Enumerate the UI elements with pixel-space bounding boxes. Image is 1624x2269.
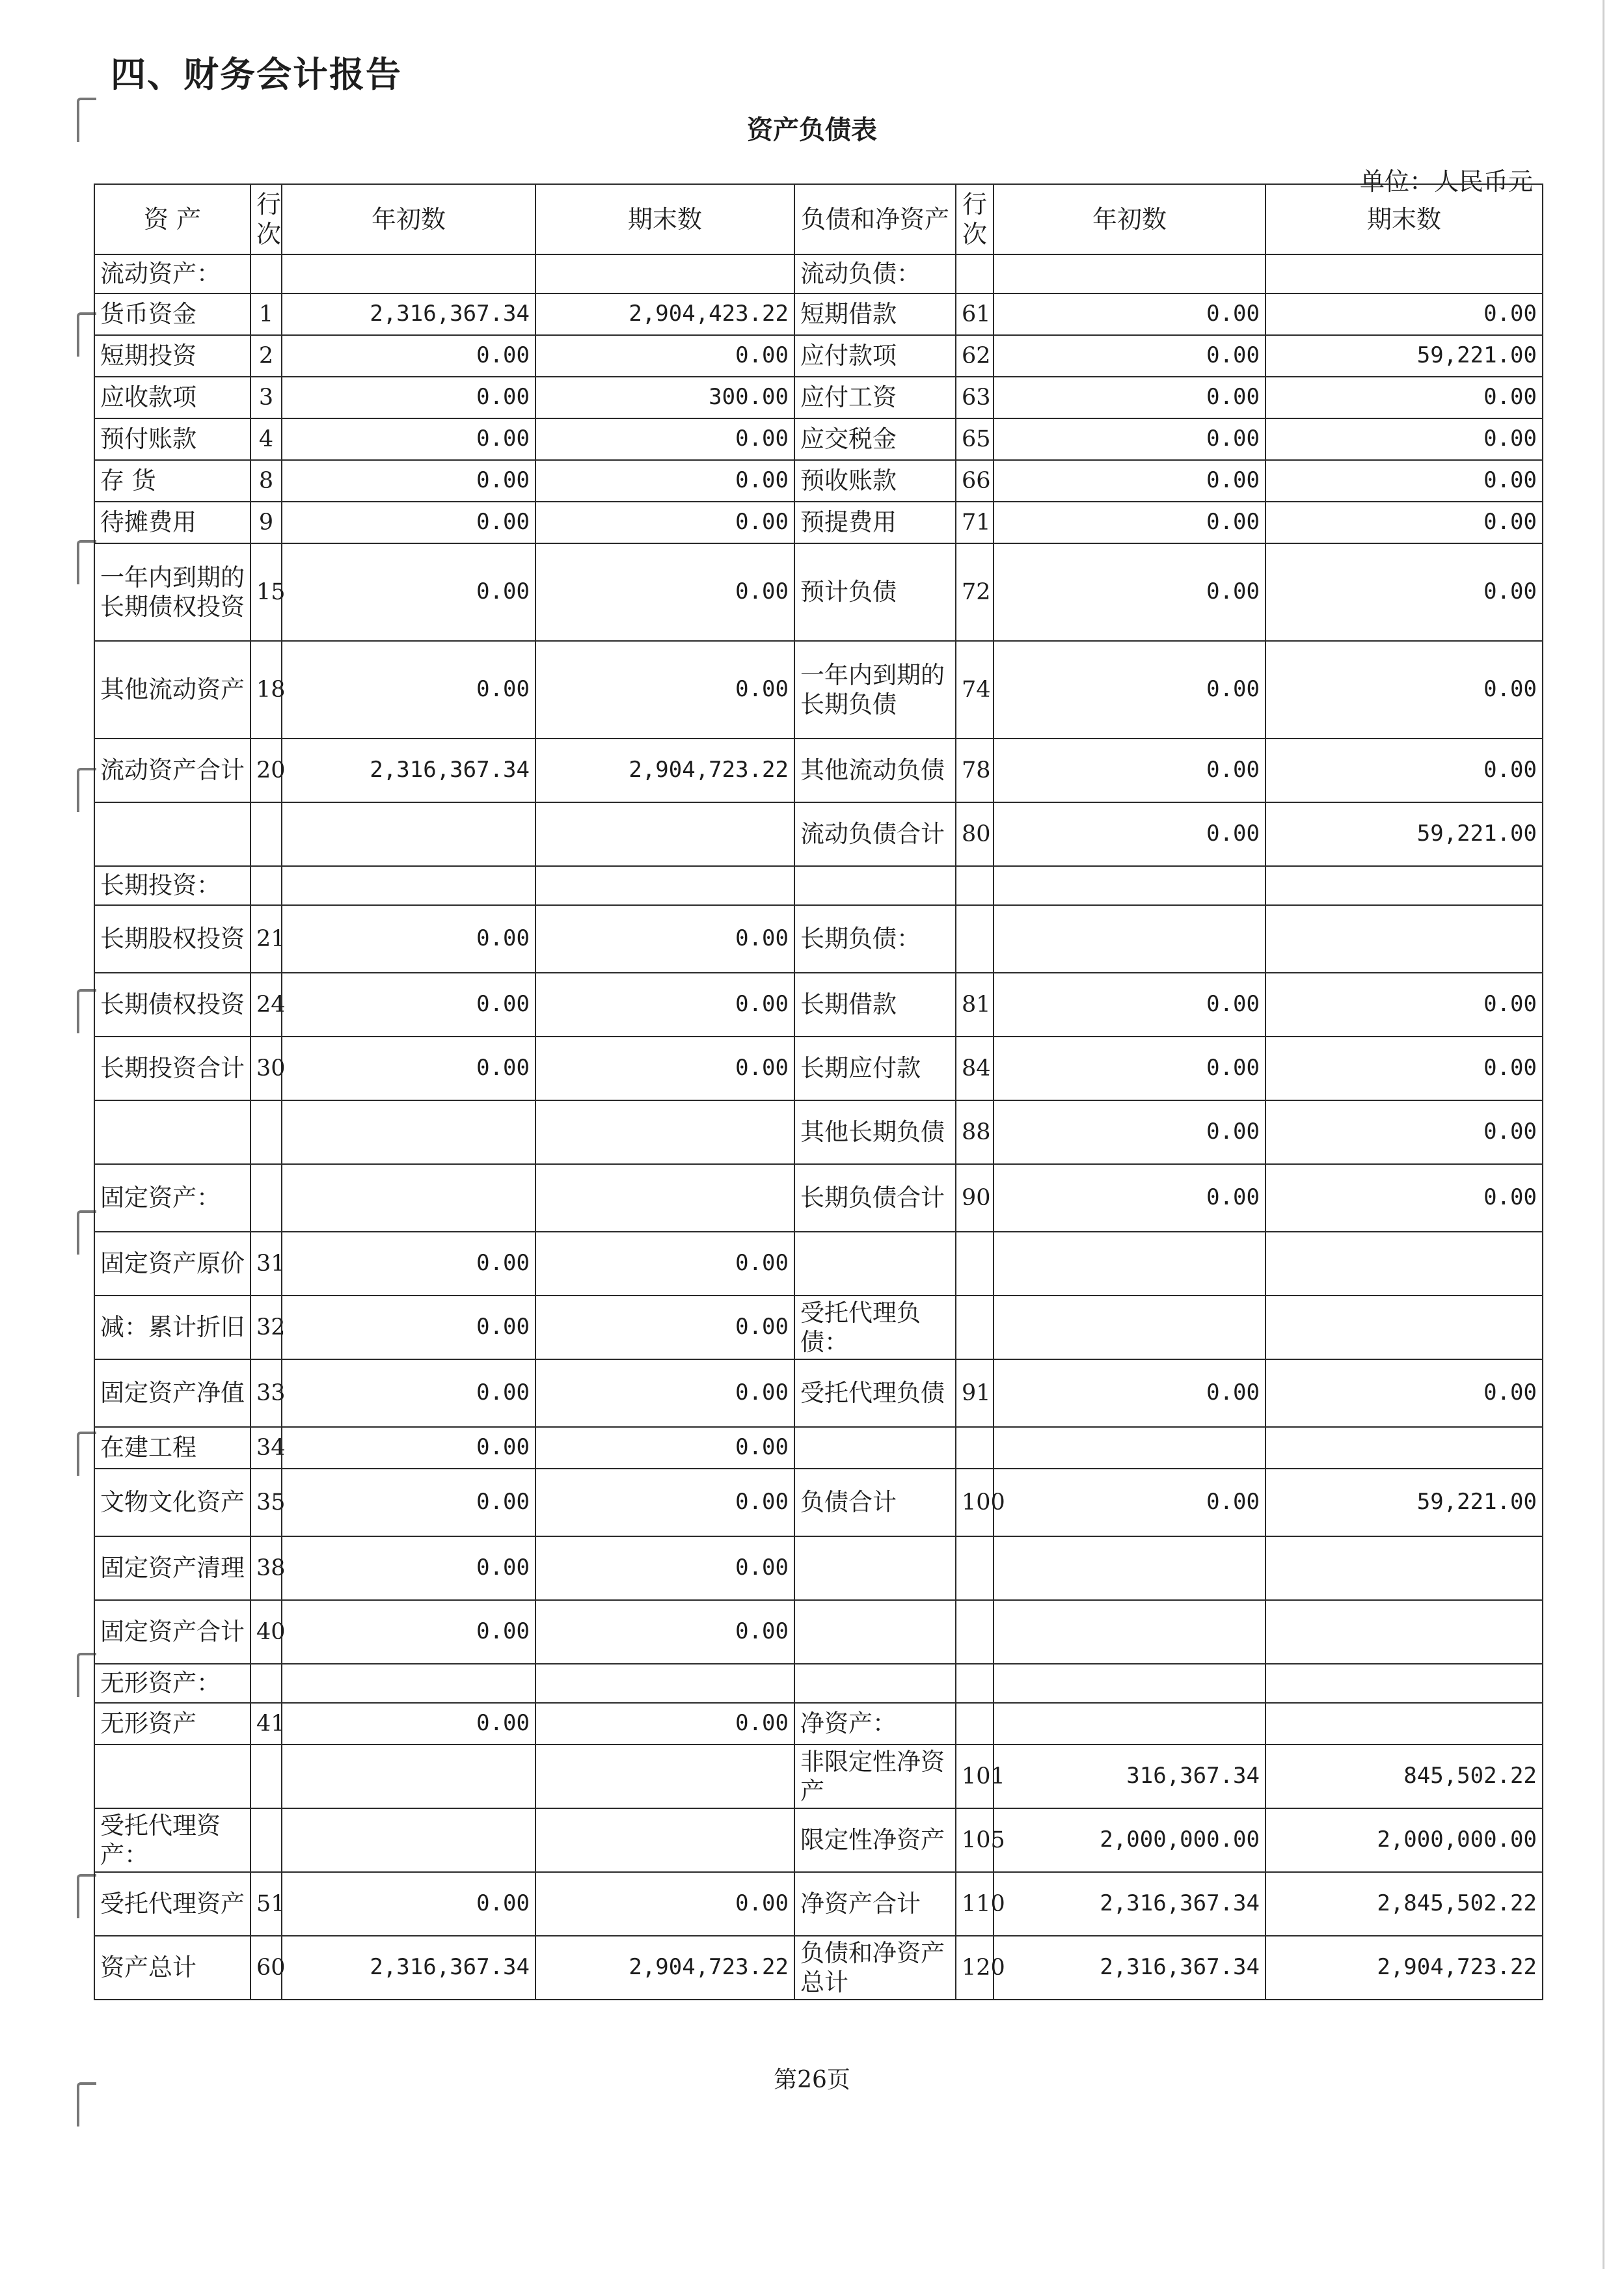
asset-name: 长期投资： bbox=[94, 866, 250, 905]
table-row bbox=[94, 1872, 1543, 1936]
liability-closing: 0.00 bbox=[1265, 1100, 1543, 1164]
asset-line-no bbox=[250, 1664, 282, 1703]
header-line-no: 行次 bbox=[956, 184, 994, 254]
liability-closing: 2,000,000.00 bbox=[1265, 1808, 1543, 1872]
table-row bbox=[94, 1745, 1543, 1808]
liability-opening: 0.00 bbox=[994, 1359, 1265, 1427]
asset-name: 固定资产净值 bbox=[94, 1359, 250, 1427]
asset-closing: 0.00 bbox=[535, 1232, 794, 1296]
asset-closing bbox=[535, 1100, 794, 1164]
asset-line-no bbox=[250, 1164, 282, 1232]
liability-closing: 0.00 bbox=[1265, 739, 1543, 802]
asset-closing: 300.00 bbox=[535, 377, 794, 418]
asset-name: 受托代理资产： bbox=[94, 1808, 250, 1872]
table-row bbox=[94, 1808, 1543, 1872]
liability-opening: 0.00 bbox=[994, 973, 1265, 1037]
table-row bbox=[94, 1469, 1543, 1536]
liability-closing: 0.00 bbox=[1265, 460, 1543, 502]
liability-name: 负债和净资产总计 bbox=[794, 1936, 956, 2000]
asset-opening: 2,316,367.34 bbox=[282, 739, 535, 802]
table-row bbox=[94, 905, 1543, 973]
table-row bbox=[94, 1703, 1543, 1745]
asset-closing: 0.00 bbox=[535, 641, 794, 739]
liability-opening: 0.00 bbox=[994, 335, 1265, 377]
liability-opening: 0.00 bbox=[994, 460, 1265, 502]
liability-closing: 59,221.00 bbox=[1265, 335, 1543, 377]
asset-closing: 0.00 bbox=[535, 502, 794, 543]
asset-line-no: 31 bbox=[250, 1232, 282, 1296]
asset-name bbox=[94, 802, 250, 866]
liability-line-no: 101 bbox=[956, 1745, 994, 1808]
table-row bbox=[94, 335, 1543, 377]
asset-line-no: 2 bbox=[250, 335, 282, 377]
asset-line-no bbox=[250, 254, 282, 293]
asset-closing: 0.00 bbox=[535, 1600, 794, 1664]
liability-name: 预提费用 bbox=[794, 502, 956, 543]
liability-line-no bbox=[956, 866, 994, 905]
liability-line-no bbox=[956, 1600, 994, 1664]
liability-line-no bbox=[956, 254, 994, 293]
liability-line-no bbox=[956, 1703, 994, 1745]
liability-closing bbox=[1265, 1664, 1543, 1703]
asset-opening: 0.00 bbox=[282, 1037, 535, 1100]
liability-opening: 0.00 bbox=[994, 1100, 1265, 1164]
liability-opening bbox=[994, 1296, 1265, 1359]
table-row bbox=[94, 1427, 1543, 1469]
liability-opening: 0.00 bbox=[994, 377, 1265, 418]
liability-closing: 0.00 bbox=[1265, 1359, 1543, 1427]
liability-name: 流动负债： bbox=[794, 254, 956, 293]
asset-name: 长期股权投资 bbox=[94, 905, 250, 973]
liability-name bbox=[794, 1536, 956, 1600]
table-row bbox=[94, 1664, 1543, 1703]
table-row bbox=[94, 1232, 1543, 1296]
liability-line-no bbox=[956, 1536, 994, 1600]
liability-line-no: 74 bbox=[956, 641, 994, 739]
table-row bbox=[94, 1100, 1543, 1164]
asset-closing bbox=[535, 254, 794, 293]
asset-line-no: 9 bbox=[250, 502, 282, 543]
asset-name: 长期债权投资 bbox=[94, 973, 250, 1037]
page-edge bbox=[1603, 0, 1604, 2269]
table-row bbox=[94, 418, 1543, 460]
liability-name: 长期借款 bbox=[794, 973, 956, 1037]
asset-opening: 0.00 bbox=[282, 1359, 535, 1427]
liability-line-no: 90 bbox=[956, 1164, 994, 1232]
asset-line-no: 1 bbox=[250, 293, 282, 335]
asset-line-no bbox=[250, 1808, 282, 1872]
table-row bbox=[94, 1359, 1543, 1427]
liability-closing bbox=[1265, 866, 1543, 905]
asset-line-no: 33 bbox=[250, 1359, 282, 1427]
asset-name: 其他流动资产 bbox=[94, 641, 250, 739]
liability-line-no: 66 bbox=[956, 460, 994, 502]
asset-line-no bbox=[250, 802, 282, 866]
liability-line-no: 63 bbox=[956, 377, 994, 418]
liability-line-no bbox=[956, 1427, 994, 1469]
table-row bbox=[94, 973, 1543, 1037]
asset-line-no bbox=[250, 866, 282, 905]
table-row bbox=[94, 1037, 1543, 1100]
asset-opening: 2,316,367.34 bbox=[282, 293, 535, 335]
liability-name bbox=[794, 1232, 956, 1296]
asset-name: 无形资产： bbox=[94, 1664, 250, 1703]
header-line-no: 行次 bbox=[250, 184, 282, 254]
liability-name: 预计负债 bbox=[794, 543, 956, 641]
liability-line-no: 100 bbox=[956, 1469, 994, 1536]
liability-opening: 2,316,367.34 bbox=[994, 1872, 1265, 1936]
asset-opening: 0.00 bbox=[282, 418, 535, 460]
asset-name: 资产总计 bbox=[94, 1936, 250, 2000]
asset-name: 固定资产清理 bbox=[94, 1536, 250, 1600]
liability-line-no: 120 bbox=[956, 1936, 994, 2000]
liability-opening: 0.00 bbox=[994, 1037, 1265, 1100]
liability-closing: 0.00 bbox=[1265, 1037, 1543, 1100]
asset-line-no bbox=[250, 1745, 282, 1808]
liability-name bbox=[794, 866, 956, 905]
liability-closing: 0.00 bbox=[1265, 418, 1543, 460]
liability-name: 非限定性净资产 bbox=[794, 1745, 956, 1808]
liability-opening bbox=[994, 1427, 1265, 1469]
liability-closing: 0.00 bbox=[1265, 502, 1543, 543]
asset-name bbox=[94, 1745, 250, 1808]
liability-opening: 0.00 bbox=[994, 1469, 1265, 1536]
asset-opening: 0.00 bbox=[282, 973, 535, 1037]
unit-label: 单位：人民币元 bbox=[1359, 167, 1533, 196]
asset-name: 固定资产原价 bbox=[94, 1232, 250, 1296]
liability-closing bbox=[1265, 1427, 1543, 1469]
liability-line-no: 72 bbox=[956, 543, 994, 641]
asset-opening: 0.00 bbox=[282, 1703, 535, 1745]
asset-closing: 0.00 bbox=[535, 1037, 794, 1100]
asset-name: 长期投资合计 bbox=[94, 1037, 250, 1100]
asset-line-no: 15 bbox=[250, 543, 282, 641]
liability-closing: 59,221.00 bbox=[1265, 802, 1543, 866]
asset-opening: 2,316,367.34 bbox=[282, 1936, 535, 2000]
liability-line-no: 105 bbox=[956, 1808, 994, 1872]
asset-opening bbox=[282, 1164, 535, 1232]
asset-name bbox=[94, 1100, 250, 1164]
liability-name: 一年内到期的长期负债 bbox=[794, 641, 956, 739]
liability-opening: 0.00 bbox=[994, 802, 1265, 866]
liability-closing bbox=[1265, 1703, 1543, 1745]
liability-closing bbox=[1265, 905, 1543, 973]
liability-opening bbox=[994, 1703, 1265, 1745]
liability-opening bbox=[994, 905, 1265, 973]
liability-opening: 316,367.34 bbox=[994, 1745, 1265, 1808]
liability-name bbox=[794, 1664, 956, 1703]
liability-closing bbox=[1265, 1232, 1543, 1296]
asset-name: 存 货 bbox=[94, 460, 250, 502]
asset-line-no: 32 bbox=[250, 1296, 282, 1359]
liability-closing bbox=[1265, 1536, 1543, 1600]
liability-name: 净资产： bbox=[794, 1703, 956, 1745]
table-row bbox=[94, 641, 1543, 739]
liability-name: 受托代理负债 bbox=[794, 1359, 956, 1427]
liability-opening: 0.00 bbox=[994, 502, 1265, 543]
asset-opening: 0.00 bbox=[282, 641, 535, 739]
asset-line-no: 51 bbox=[250, 1872, 282, 1936]
table-row bbox=[94, 866, 1543, 905]
asset-line-no: 41 bbox=[250, 1703, 282, 1745]
asset-opening: 0.00 bbox=[282, 502, 535, 543]
asset-name: 短期投资 bbox=[94, 335, 250, 377]
table-row bbox=[94, 802, 1543, 866]
asset-opening: 0.00 bbox=[282, 1296, 535, 1359]
liability-line-no: 62 bbox=[956, 335, 994, 377]
liability-line-no: 84 bbox=[956, 1037, 994, 1100]
liability-name: 其他长期负债 bbox=[794, 1100, 956, 1164]
table-row bbox=[94, 1296, 1543, 1359]
asset-opening: 0.00 bbox=[282, 1232, 535, 1296]
liability-name: 负债合计 bbox=[794, 1469, 956, 1536]
liability-name: 净资产合计 bbox=[794, 1872, 956, 1936]
asset-closing: 0.00 bbox=[535, 460, 794, 502]
asset-line-no: 3 bbox=[250, 377, 282, 418]
asset-opening: 0.00 bbox=[282, 335, 535, 377]
asset-line-no: 4 bbox=[250, 418, 282, 460]
asset-name: 应收款项 bbox=[94, 377, 250, 418]
liability-name: 应付款项 bbox=[794, 335, 956, 377]
asset-name: 流动资产： bbox=[94, 254, 250, 293]
asset-name: 预付账款 bbox=[94, 418, 250, 460]
liability-closing: 0.00 bbox=[1265, 377, 1543, 418]
liability-opening bbox=[994, 254, 1265, 293]
liability-line-no: 81 bbox=[956, 973, 994, 1037]
liability-closing bbox=[1265, 1296, 1543, 1359]
asset-name: 一年内到期的长期债权投资 bbox=[94, 543, 250, 641]
header-opening: 年初数 bbox=[994, 184, 1265, 254]
asset-opening: 0.00 bbox=[282, 460, 535, 502]
asset-closing: 2,904,723.22 bbox=[535, 739, 794, 802]
asset-opening: 0.00 bbox=[282, 543, 535, 641]
asset-name: 货币资金 bbox=[94, 293, 250, 335]
asset-line-no: 60 bbox=[250, 1936, 282, 2000]
asset-closing: 0.00 bbox=[535, 1536, 794, 1600]
liability-opening bbox=[994, 1600, 1265, 1664]
table-row bbox=[94, 1600, 1543, 1664]
table-row bbox=[94, 377, 1543, 418]
asset-closing bbox=[535, 1664, 794, 1703]
liability-closing: 59,221.00 bbox=[1265, 1469, 1543, 1536]
liability-opening: 0.00 bbox=[994, 293, 1265, 335]
liability-name bbox=[794, 1600, 956, 1664]
page-number: 第26页 bbox=[774, 2067, 850, 2093]
liability-line-no: 80 bbox=[956, 802, 994, 866]
table-row bbox=[94, 293, 1543, 335]
header-closing: 期末数 bbox=[1265, 184, 1543, 254]
liability-opening bbox=[994, 866, 1265, 905]
liability-opening bbox=[994, 1664, 1265, 1703]
asset-name: 固定资产： bbox=[94, 1164, 250, 1232]
asset-line-no bbox=[250, 1100, 282, 1164]
asset-opening bbox=[282, 1664, 535, 1703]
asset-opening bbox=[282, 1100, 535, 1164]
asset-closing: 2,904,723.22 bbox=[535, 1936, 794, 2000]
liability-line-no bbox=[956, 905, 994, 973]
liability-opening: 0.00 bbox=[994, 543, 1265, 641]
liability-closing: 0.00 bbox=[1265, 293, 1543, 335]
asset-opening bbox=[282, 254, 535, 293]
asset-closing: 0.00 bbox=[535, 1703, 794, 1745]
liability-closing: 0.00 bbox=[1265, 1164, 1543, 1232]
liability-line-no: 110 bbox=[956, 1872, 994, 1936]
liability-line-no: 71 bbox=[956, 502, 994, 543]
asset-line-no: 35 bbox=[250, 1469, 282, 1536]
header-assets: 资 产 bbox=[94, 184, 250, 254]
liability-opening: 0.00 bbox=[994, 641, 1265, 739]
liability-line-no: 61 bbox=[956, 293, 994, 335]
table-row bbox=[94, 254, 1543, 293]
asset-opening bbox=[282, 802, 535, 866]
liability-name: 应付工资 bbox=[794, 377, 956, 418]
liability-opening: 2,000,000.00 bbox=[994, 1808, 1265, 1872]
asset-line-no: 21 bbox=[250, 905, 282, 973]
liability-name: 其他流动负债 bbox=[794, 739, 956, 802]
liability-name: 受托代理负债： bbox=[794, 1296, 956, 1359]
asset-opening bbox=[282, 1745, 535, 1808]
liability-name: 限定性净资产 bbox=[794, 1808, 956, 1872]
asset-closing: 0.00 bbox=[535, 335, 794, 377]
asset-name: 受托代理资产 bbox=[94, 1872, 250, 1936]
liability-name: 短期借款 bbox=[794, 293, 956, 335]
asset-closing: 0.00 bbox=[535, 1359, 794, 1427]
asset-closing bbox=[535, 866, 794, 905]
liability-name: 长期应付款 bbox=[794, 1037, 956, 1100]
asset-closing bbox=[535, 1164, 794, 1232]
asset-line-no: 38 bbox=[250, 1536, 282, 1600]
liability-closing: 0.00 bbox=[1265, 641, 1543, 739]
asset-name: 流动资产合计 bbox=[94, 739, 250, 802]
liability-closing bbox=[1265, 254, 1543, 293]
liability-line-no: 88 bbox=[956, 1100, 994, 1164]
table-row bbox=[94, 739, 1543, 802]
asset-closing: 0.00 bbox=[535, 1872, 794, 1936]
liability-name: 长期负债合计 bbox=[794, 1164, 956, 1232]
liability-opening: 0.00 bbox=[994, 739, 1265, 802]
liability-opening bbox=[994, 1232, 1265, 1296]
table-row bbox=[94, 1936, 1543, 2000]
balance-sheet-body bbox=[94, 254, 1543, 2000]
liability-line-no bbox=[956, 1232, 994, 1296]
header-opening: 年初数 bbox=[282, 184, 535, 254]
asset-opening: 0.00 bbox=[282, 905, 535, 973]
asset-name: 减：累计折旧 bbox=[94, 1296, 250, 1359]
asset-closing: 0.00 bbox=[535, 543, 794, 641]
asset-opening: 0.00 bbox=[282, 1536, 535, 1600]
asset-closing bbox=[535, 802, 794, 866]
asset-name: 文物文化资产 bbox=[94, 1469, 250, 1536]
table-row bbox=[94, 1164, 1543, 1232]
asset-line-no: 40 bbox=[250, 1600, 282, 1664]
liability-closing: 0.00 bbox=[1265, 543, 1543, 641]
balance-sheet-table bbox=[94, 183, 1543, 2000]
liability-closing: 0.00 bbox=[1265, 973, 1543, 1037]
liability-line-no: 65 bbox=[956, 418, 994, 460]
liability-name: 流动负债合计 bbox=[794, 802, 956, 866]
liability-name bbox=[794, 1427, 956, 1469]
asset-opening bbox=[282, 866, 535, 905]
asset-closing: 0.00 bbox=[535, 418, 794, 460]
liability-line-no bbox=[956, 1664, 994, 1703]
asset-closing: 2,904,423.22 bbox=[535, 293, 794, 335]
liability-name: 预收账款 bbox=[794, 460, 956, 502]
asset-opening bbox=[282, 1808, 535, 1872]
liability-opening: 0.00 bbox=[994, 1164, 1265, 1232]
header-row bbox=[94, 184, 1543, 254]
section-heading: 四、财务会计报告 bbox=[111, 54, 402, 95]
asset-opening: 0.00 bbox=[282, 1469, 535, 1536]
asset-name: 待摊费用 bbox=[94, 502, 250, 543]
asset-line-no: 24 bbox=[250, 973, 282, 1037]
table-row bbox=[94, 502, 1543, 543]
table-row bbox=[94, 1536, 1543, 1600]
asset-name: 固定资产合计 bbox=[94, 1600, 250, 1664]
liability-opening bbox=[994, 1536, 1265, 1600]
asset-closing: 0.00 bbox=[535, 1427, 794, 1469]
asset-line-no: 18 bbox=[250, 641, 282, 739]
table-title: 资产负债表 bbox=[747, 115, 877, 145]
header-closing: 期末数 bbox=[535, 184, 794, 254]
asset-line-no: 30 bbox=[250, 1037, 282, 1100]
asset-closing bbox=[535, 1808, 794, 1872]
liability-opening: 2,316,367.34 bbox=[994, 1936, 1265, 2000]
liability-name: 长期负债： bbox=[794, 905, 956, 973]
asset-closing: 0.00 bbox=[535, 1296, 794, 1359]
liability-closing bbox=[1265, 1600, 1543, 1664]
liability-line-no: 78 bbox=[956, 739, 994, 802]
asset-opening: 0.00 bbox=[282, 1600, 535, 1664]
table-row bbox=[94, 460, 1543, 502]
liability-line-no bbox=[956, 1296, 994, 1359]
liability-closing: 845,502.22 bbox=[1265, 1745, 1543, 1808]
asset-closing: 0.00 bbox=[535, 1469, 794, 1536]
liability-closing: 2,904,723.22 bbox=[1265, 1936, 1543, 2000]
asset-line-no: 34 bbox=[250, 1427, 282, 1469]
liability-line-no: 91 bbox=[956, 1359, 994, 1427]
asset-opening: 0.00 bbox=[282, 377, 535, 418]
asset-opening: 0.00 bbox=[282, 1427, 535, 1469]
table-row bbox=[94, 543, 1543, 641]
asset-closing: 0.00 bbox=[535, 973, 794, 1037]
asset-line-no: 20 bbox=[250, 739, 282, 802]
liability-closing: 2,845,502.22 bbox=[1265, 1872, 1543, 1936]
asset-closing bbox=[535, 1745, 794, 1808]
asset-name: 无形资产 bbox=[94, 1703, 250, 1745]
asset-line-no: 8 bbox=[250, 460, 282, 502]
asset-opening: 0.00 bbox=[282, 1872, 535, 1936]
asset-closing: 0.00 bbox=[535, 905, 794, 973]
liability-opening: 0.00 bbox=[994, 418, 1265, 460]
liability-name: 应交税金 bbox=[794, 418, 956, 460]
header-liabilities: 负债和净资产 bbox=[794, 184, 956, 254]
asset-name: 在建工程 bbox=[94, 1427, 250, 1469]
